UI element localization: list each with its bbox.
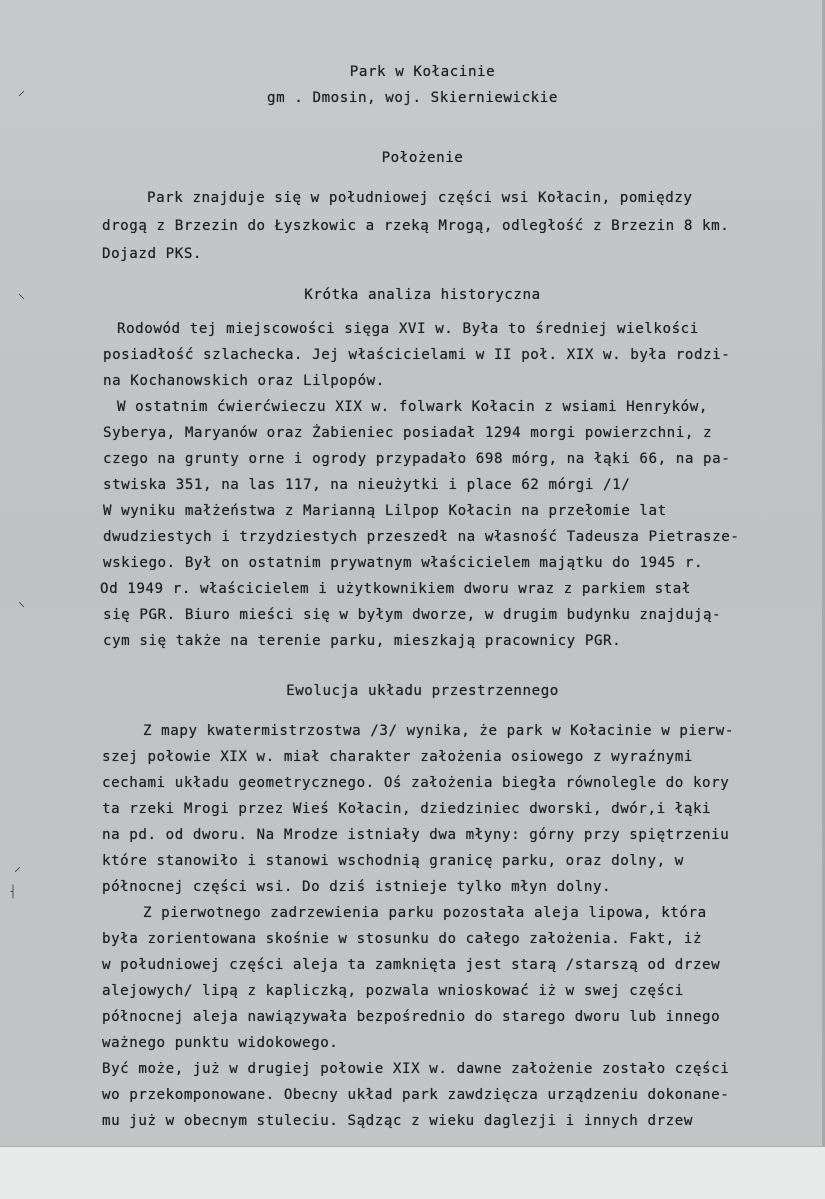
paragraph-line: Z mapy kwatermistrzostwa /3/ wynika, że park w Kołacinie w pierw- (143, 723, 734, 739)
paragraph-line: cechami układu geometrycznego. Oś założenia biegła równolegle do kory (102, 775, 730, 791)
margin-tick-mark: ⸜ (18, 594, 25, 610)
paragraph-line: szej połowie XIX w. miał charakter założenia osiowego z wyraźnymi (102, 749, 693, 765)
paragraph-line: Rodowód tej miejscowości sięga XVI w. Była to średniej wielkości (117, 321, 699, 337)
paragraph-line: W wyniku małżeństwa z Marianną Lilpop Kołacin na przełomie lat (103, 503, 667, 519)
document-title: Park w Kołacinie (349, 64, 496, 80)
paragraph-line: Dojazd PKS. (102, 246, 203, 262)
paragraph-line: Być może, już w drugiej połowie XIX w. dawne założenie zostało części (102, 1061, 730, 1077)
paragraph-line: się PGR. Biuro mieści się w byłym dworze, w drugim budynku znajdują- (103, 607, 722, 623)
paragraph-line: ta rzeki Mrogi przez Wieś Kołacin, dziedziniec dworski, dwór,i łąki (102, 801, 712, 817)
paragraph-line: Od 1949 r. właścicielem i użytkownikiem dworu wraz z parkiem stał (100, 581, 691, 597)
paragraph-line: alejowych/ lipą z kapliczką, pozwala wnioskować iż w swej części (102, 983, 684, 999)
margin-tick-mark: ⸡ (8, 883, 16, 899)
paragraph-line: na Kochanowskich oraz Lilpopów. (103, 373, 385, 389)
paragraph-line: wskiego. Był on ostatnim prywatnym właścicielem majątku do 1945 r. (103, 555, 704, 571)
scan-bottom-margin (0, 1146, 825, 1199)
paragraph-line: ważnego punktu widokowego. (102, 1035, 339, 1051)
paragraph-line: północnej aleja nawiązywała bezpośrednio do starego dworu lub innego (102, 1009, 721, 1025)
paragraph-line: mu już w obecnym stuleciu. Sądząc z wieku daglezji i innych drzew (102, 1113, 693, 1129)
margin-tick-mark: ⸝ (14, 859, 21, 875)
section-heading-spatial-evolution: Ewolucja układu przestrzennego (286, 683, 559, 699)
paragraph-line: w południowej części aleja ta zamknięta jest starą /starszą od drzew (102, 957, 721, 973)
paragraph-line: wo przekomponowane. Obecny układ park zawdzięcza urządzeniu dokonane- (102, 1087, 730, 1103)
document-subtitle: gm . Dmosin, woj. Skierniewickie (267, 90, 558, 106)
paragraph-line: czego na grunty orne i ogrody przypadało 698 mórg, na łąki 66, na pa- (103, 451, 731, 467)
margin-tick-mark: ⸝ (18, 83, 25, 99)
paragraph-line: północnej części wsi. Do dziś istnieje tylko młyn dolny. (102, 879, 612, 895)
paragraph-line: była zorientowana skośnie w stosunku do całego założenia. Fakt, iż (102, 931, 703, 947)
paragraph-line: które stanowiło i stanowi wschodnią granicę parku, oraz dolny, w (102, 853, 684, 869)
paragraph-line: W ostatnim ćwierćwieczu XIX w. folwark Kołacin z wsiami Henryków, (117, 399, 708, 415)
margin-tick-mark: ⸜ (18, 286, 25, 302)
paragraph-line: posiadłość szlachecka. Jej właścicielami w II poł. XIX w. była rodzi- (103, 347, 731, 363)
paragraph-line: Z pierwotnego zadrzewienia parku pozostała aleja lipowa, która (143, 905, 707, 921)
paragraph-line: Syberya, Maryanów oraz Żabieniec posiadał 1294 morgi powierzchni, z (103, 425, 713, 441)
paragraph-line: Park znajduje się w południowej części wsi Kołacin, pomiędzy (147, 190, 693, 206)
paragraph-line: stwiska 351, na las 117, na nieużytki i place 62 mórgi /1/ (103, 477, 631, 493)
paragraph-line: cym się także na terenie parku, mieszkają pracownicy PGR. (103, 633, 622, 649)
section-heading-location: Położenie (381, 150, 464, 166)
paragraph-line: na pd. od dworu. Na Mrodze istniały dwa młyny: górny przy spiętrzeniu (102, 827, 730, 843)
paragraph-line: dwudziestych i trzydziestych przeszedł na własność Tadeusza Pietrasze- (103, 529, 740, 545)
paragraph-line: drogą z Brzezin do Łyszkowic a rzeką Mrogą, odległość z Brzezin 8 km. (102, 218, 730, 234)
section-heading-history: Krótka analiza historyczna (304, 287, 541, 303)
